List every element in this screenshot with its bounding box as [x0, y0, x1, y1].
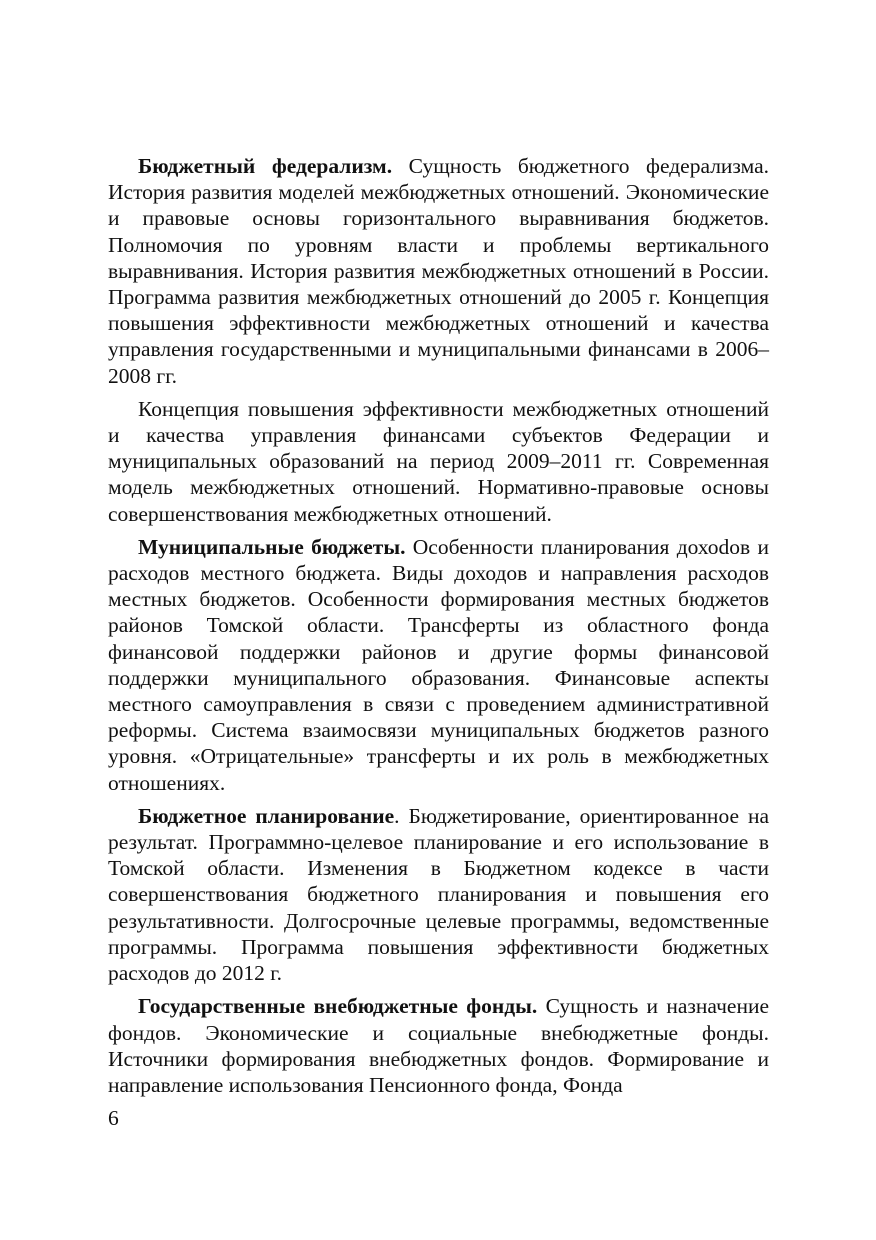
paragraph-budget-federalism — [108, 153, 769, 389]
paragraph-text: Сущность бюджетного федерализма. История развития моделей межбюджетных отношений. Экономические и правовые основы горизонтального выравнивания бюджетов. Полномочия по уровням власти и проблемы вертикального выравнивания. История развития межбюджетных отношений в России. Программа развития межбюджетных отношений до 2005 г. Концепция повышения эффективности межбюджетных отношений и качества управления государственными и муниципальными финансами в 2006–2008 гг. — [108, 154, 769, 388]
page-number: 6 — [108, 1106, 119, 1130]
paragraph-municipal-budgets — [108, 534, 769, 796]
paragraph-extrabudgetary-funds — [108, 993, 769, 1098]
paragraph-text: Особенности планирования дохоdов и расходов местного бюджета. Виды доходов и направления расходов местных бюджетов. Особенности формирования местных бюджетов районов Томской области. Трансферты из областного фонда финансовой поддержки районов и другие формы финансовой поддержки муниципального образования. Финансовые аспекты местного самоуправления в связи с проведением административной реформы. Система взаимосвязи муниципальных бюджетов разного уровня. «Отрицательные» трансферты и их роль в межбюджетных отношениях. — [108, 534, 769, 795]
paragraph-heading: Бюджетное планирование — [138, 803, 395, 828]
paragraph-heading: Муниципальные бюджеты. — [138, 534, 406, 559]
paragraph-budget-planning — [108, 803, 769, 986]
paragraph-interbudget-concept — [108, 396, 769, 527]
paragraph-text: . Бюджетирование, ориентированное на результат. Программно-целевое планирование и его использование в Томской области. Изменения в Бюджетном кодексе в части совершенствования бюджетного планирования и повышения его результативности. Долгосрочные целевые программы, ведомственные программы. Программа повышения эффективности бюджетных расходов до 2012 г. — [108, 803, 769, 986]
paragraph-heading: Бюджетный федерализм. — [138, 154, 393, 178]
paragraph-heading: Государственные внебюджетные фонды. — [138, 994, 538, 1019]
paragraph-text: Концепция повышения эффективности межбюджетных отношений и качества управления финансами субъектов Федерации и муниципальных образований на период 2009–2011 гг. Современная модель межбюджетных отношений. Нормативно-правовые основы совершенствования межбюджетных отношений. — [108, 396, 769, 526]
page-body — [108, 153, 769, 1098]
paragraph-text: Сущность и назначение фондов. Экономические и социальные внебюджетные фонды. Источники формирования внебюджетных фондов. Формирование и направление использования Пенсионного фонда, Фонда — [108, 994, 769, 1097]
